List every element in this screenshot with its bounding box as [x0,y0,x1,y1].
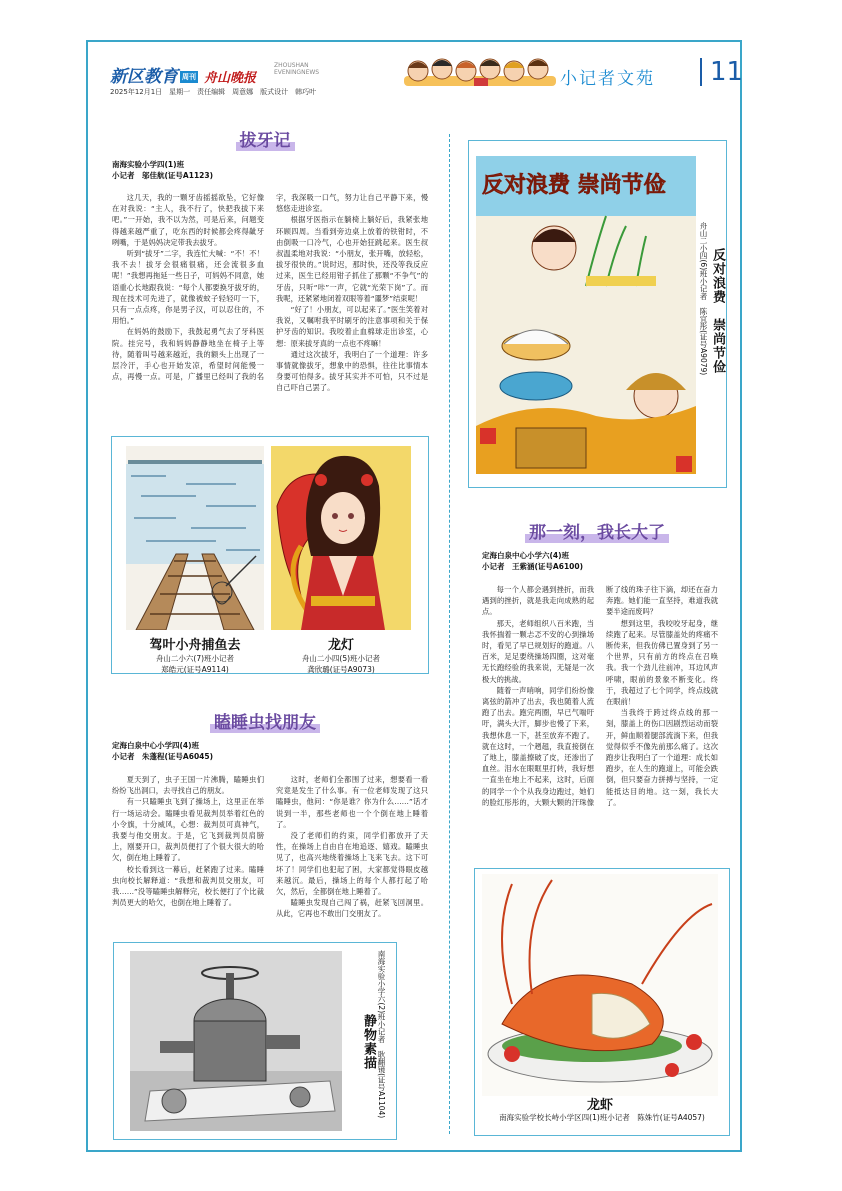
lantern-class: 舟山二小四(5)班小记者 [301,654,381,663]
dateline: 2025年12月1日 星期一 责任编辑 周意娜 版式设计 韩巧叶 [110,88,317,96]
poster-title: 反对浪费 崇尚节俭 [710,248,725,374]
poster-painting [476,156,696,474]
still-life-title: 静物素描 [361,1014,376,1070]
boat-title: 驾叶小舟捕鱼去 [149,638,241,653]
column-divider [449,134,450,1134]
column-title: 小记者文苑 [560,69,655,89]
brand-subtitle: ZHOUSHAN EVENINGNEWS [274,62,320,76]
article3-body: 夏天到了，虫子王国一片沸腾，瞌睡虫们纷纷飞出洞口，去寻找自己的朋友。 有一只瞌睡虫飞到了操场上，这里正在举行一场运动会。瞌睡虫看见裁判员举着红色的小令旗，十分威风，心想：裁判员可真神气，我要与他交朋友。于是，它飞到裁判员肩膀上，刚要开口，裁判员便打了个很大很大的哈欠，倒在地上睡着了。 校长看到这一幕后，赶紧跑了过来。瞌睡虫向校长解释道：“我想和裁判员交朋友，可我……”没等瞌睡虫解释完，校长便打了个比裁判员更大的哈欠，也倒在地上睡着了。 这时，老师们全都围了过来，想要看一看究竟是发生了什么事。有一位老师发现了这只瞌睡虫，他问：“你是谁？你为什么……”话才说到一半，那些老师也一个个倒在地上睡着了。 没了老师们的约束，同学们都放开了天性，在操场上自由自在地追逐、嬉戏。瞌睡虫见了，也高兴地绕着操场上飞来飞去。这下可坏了！同学们也犯起了困，大家都觉得眼皮越来越沉。最后，操场上的每个人都打起了哈欠，然后，全都倒在地上睡着了。 瞌睡虫发现自己闯了祸，赶紧飞回洞里。从此，它再也不敢出门交朋友了。 [112,775,428,919]
poster-caption: 舟山二小四(6)班小记者 陈宜彤(证号A9079) [699,222,708,376]
boat-painting [126,446,264,630]
article1-byline: 南海实验小学四(1)班 小记者 邬佳航(证号A1123) [112,160,214,180]
page-header [106,56,744,104]
brand-logo: 新区教育 周刊 舟山晚报 [110,67,257,87]
article1-title: 拔牙记 [110,126,420,151]
paper-logo: 舟山晚报 [204,71,257,86]
lobster-caption: 南海实验学校长峙小学区四(1)班小记者 陈姝竹(证号A4057) [499,1113,705,1122]
article1-body: 这几天，我的一颗牙齿摇摇欲坠，它好像在对我说：“主人，我不行了，快把我拔下来吧。”一开始，我不以为然，可是后来，问题变得越来越严重了，吃东西的时候都会疼得龇牙咧嘴，于是妈妈决定带我去拔牙。 听到“拔牙”二字，我连忙大喊：“不！不！我不去！拔牙会很痛很痛，还会流很多血呢！”我想再拖延一些日子，可妈妈不同意，她语重心长地跟我说：“每个人都要换牙拔牙的，现在技术可先进了，就像被蚊子轻轻叮一下，只有一点点疼，你是男子汉，可以忍住的，不用怕。” 在妈妈的鼓励下，我鼓起勇气去了牙科医院。挂完号，我和妈妈静静地坐在椅子上等待，随着叫号越来越近，我的额头上出现了一层冷汗，手心也开始发凉，希望时间能慢一点，再慢一点。可是，广播里已经叫了我的名字，我深吸一口气，努力让自己平静下来，慢悠悠走进诊室。 根据牙医指示在躺椅上躺好后，我紧张地环顾四周。当看到旁边桌上放着的铁钳时，不由倒吸一口冷气，心也开始狂跳起来。医生叔叔温柔地对我说：“小朋友，张开嘴，放轻松，拔牙很快的。”说时迟，那时快，还没等我反应过来，医生已经用钳子抓住了那颗“不争气”的牙齿，只听“咔”一声，它就“光荣下岗”了。而我呢，还紧紧地闭着双眼等着“噩梦”结束呢！ “好了！小朋友，可以起来了。”医生笑着对我说，又嘱咐我平时刷牙的注意事项和关于保护牙齿的知识。我咬着止血棉球走出诊室，心想：原来拔牙真的一点也不疼嘛！ 通过这次拔牙，我明白了一个道理：许多事情就像拔牙，想象中的恐惧，往往比事情本身要可怕得多。拔牙其实并不可怕，只不过是自己吓自己罢了。 [112,193,428,393]
article3-byline: 定海白泉中心小学四(4)班 小记者 朱蓬程(证号A6045) [112,741,214,761]
poster-slogan: 反对浪费 崇尚节俭 [482,173,666,198]
boat-author: 郑皓元(证号A9114) [161,665,229,674]
still-life-caption: 南海实验小学六(2)班小记者 耿翻镜(证号A1104) [377,950,386,1119]
lobster-painting [482,874,718,1096]
lantern-title: 龙灯 [327,638,354,653]
lantern-painting [271,446,411,630]
article3-title: 瞌睡虫找朋友 [110,708,420,733]
article2-body: 每一个人都会遇到挫折，而我遇到的挫折，就是我走向成熟的起点。 那天，老师组织八百米跑，当我怀揣着一颗忐忑不安的心到操场时，看见了早已规划好的跑道。八百米，足足要绕操场四圈，这对毫无长跑经验的我来说，无疑是一次极大的挑战。 随着一声哨响，同学们纷纷像离弦的箭冲了出去，我也随着人流跑了出去。跑完两圈，早已气喘吁吁，满头大汗，脚步也慢了下来，我想休息一下，甚至放弃不跑了。就在这时，一个趔趄，我直接倒在了地上，膝盖擦破了皮，还渗出了血丝。泪水在眼眶里打转，我好想一直坐在地上不起来，这时，后面的同学一个个从我身边跑过，她们的脸红彤彤的，大颗大颗的汗珠像断了线的珠子往下滴，却还在奋力奔跑。她们能一直坚持，难道我就要半途而废吗？ 想到这里，我咬咬牙起身，继续跑了起来。尽管膝盖处的疼痛不断传来，但我仿佛已置身到了另一个世界，只有前方的终点在召唤我。我一个劲儿往前冲，耳边风声呼啸，眼前的景象不断变化。终于，我超过了七个同学，终点线就在眼前！ 当我终于跨过终点线的那一刻，膝盖上的伤口因剧烈运动而裂开，鲜血顺着腿部流淌下来，但我觉得似乎不像先前那么痛了。这次跑步让我明白了一个道理：成长如跑步，在人生的跑道上，可能会跌倒，但只要奋力拼搏与坚持，一定能抵达目的地。这一刻，我长大了。 [482,585,718,807]
article2-byline: 定海白泉中心小学六(4)班 小记者 王紫涵(证号A6100) [482,551,584,571]
brand-tag: 周刊 [182,73,196,81]
page-number: 11 [700,58,743,86]
lobster-title: 龙虾 [586,1098,613,1113]
boat-class: 舟山二小六(7)班小记者 [155,654,235,663]
lantern-author: 龚欣璐(证号A9073) [307,665,375,674]
kids-illustration-icon [404,56,556,86]
article2-title: 那一刻，我长大了 [462,518,732,543]
still-life-drawing [130,951,342,1131]
